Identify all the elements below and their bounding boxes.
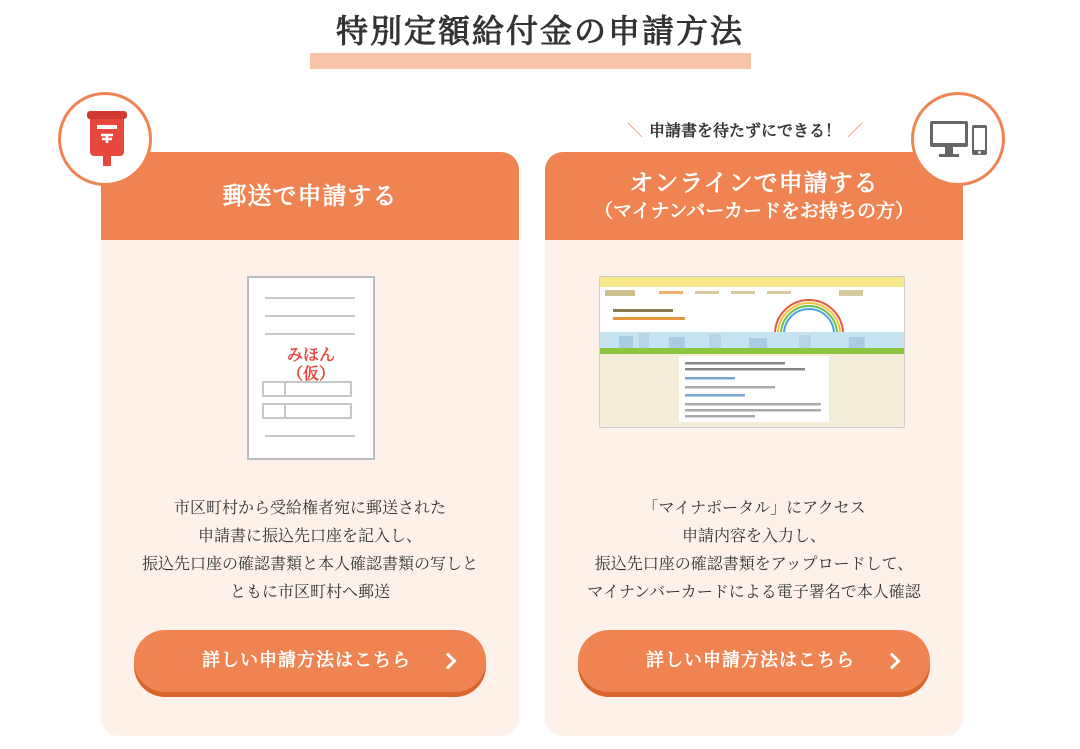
postal-desc-line: 市区町村から受給権者宛に郵送された [173, 498, 446, 517]
page-title: 特別定額給付金の申請方法 [335, 12, 744, 50]
postal-desc-line: 申請書に振込先口座を記入し、 [197, 526, 422, 545]
online-card-title: オンラインで申請する [629, 169, 879, 197]
postal-card-header [101, 152, 519, 240]
form-stamp-line2: （仮） [286, 364, 336, 383]
postal-description [101, 494, 519, 606]
chevron-right-icon [884, 653, 901, 670]
postal-desc-line: ともに市区町村へ郵送 [229, 582, 390, 601]
online-details-button-label: 詳しい申請方法はこちら [646, 650, 855, 671]
online-desc-line: 申請内容を入力し、 [681, 526, 826, 545]
postal-details-button-label: 詳しい申請方法はこちら [202, 650, 411, 671]
chevron-right-icon [440, 653, 457, 670]
postal-application-card [101, 152, 519, 736]
device-badge [911, 92, 1005, 186]
callout-right-mark: ／ [847, 121, 864, 140]
myna-portal-screenshot [599, 276, 905, 428]
online-desc-line: 「マイナポータル」にアクセス [642, 498, 866, 517]
mailbox-badge [58, 92, 152, 186]
postal-desc-line: 振込先口座の確認書類と本人確認書類の写しと [141, 554, 478, 573]
callout-text: 申請書を待たずにできる！ [648, 121, 841, 140]
online-details-button[interactable] [578, 630, 930, 692]
sample-form-illustration [247, 276, 375, 460]
online-callout [600, 118, 890, 141]
online-card-header [545, 152, 963, 240]
online-application-card [545, 152, 963, 736]
online-desc-line: 振込先口座の確認書類をアップロードして、 [594, 554, 914, 573]
postal-details-button[interactable] [134, 630, 486, 692]
mailbox-icon [61, 95, 149, 183]
postal-card-title: 郵送で申請する [222, 182, 398, 210]
form-stamp-line1: みほん [286, 345, 336, 364]
title-underline [310, 53, 751, 69]
online-desc-line: マイナンバーカードによる電子署名で本人確認 [587, 582, 921, 601]
callout-left-mark: ＼ [626, 121, 643, 140]
online-description [545, 494, 963, 606]
online-card-subtitle: （マイナンバーカードをお持ちの方） [594, 200, 914, 222]
computer-phone-icon [914, 95, 1002, 183]
